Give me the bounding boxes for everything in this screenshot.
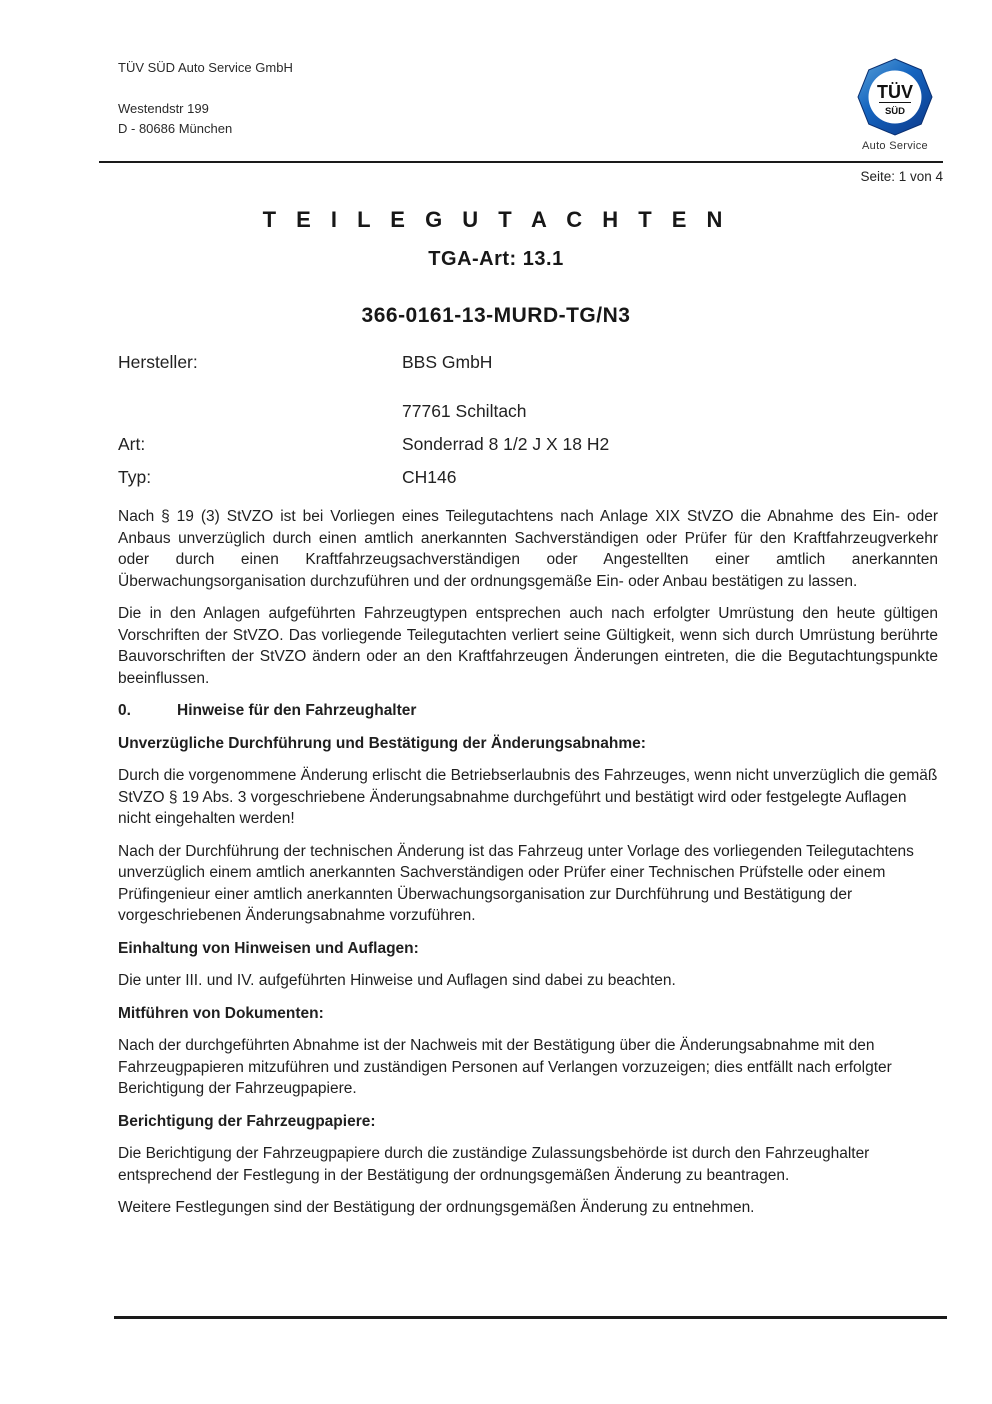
section-title: Hinweise für den Fahrzeughalter [177,702,417,719]
logo-caption: Auto Service [862,140,928,152]
address-city: D - 80686 München [118,121,233,136]
detail-row-art [118,434,938,454]
paragraph-stvzo-abnahme: Nach § 19 (3) StVZO ist bei Vorliegen eines Teilegutachtens nach Anlage XIX StVZO die Abnahme des Ein- oder Anbaus unverzüglich durch einen amtlich anerkannten Sachverständigen oder Prüfer für den Kraftfahrzeugverkehr oder durch einen Kraftfahrzeugsachverständigen oder Angestellten einer amtlich anerkannten Überwachungsorganisation durchzuführen und der ordnungsgemäße Ein- oder Anbau bestätigen zu lassen. [118,508,938,590]
logo-text-tuv: TÜV [877,82,913,102]
paragraph-gueltigkeit: Die in den Anlagen aufgeführten Fahrzeugtypen entsprechen auch nach erfolgter Umrüstung den heute gültigen Vorschriften der StVZO. Das vorliegende Teilegutachten verliert seine Gültigkeit, wenn sich durch Umrüstung berührte Bauvorschriften der StVZO ändern oder an den Kraftfahrzeugen Änderungen eintreten, die die Begutachtungspunkte beeinflussen. [118,605,938,687]
detail-row-ort [118,401,938,421]
logo-text-sued: SÜD [884,106,906,117]
detail-label: Typ: [118,467,152,487]
address-street: Westendstr 199 [118,101,209,116]
detail-label: Art: [118,434,146,454]
heading-unverzuegliche-durchfuehrung: Unverzügliche Durchführung und Bestätigung der Änderungsabnahme: [118,734,646,752]
detail-value: BBS GmbH [402,352,493,372]
document-body [118,506,938,1230]
document-subtitle: TGA-Art: 13.1 [428,248,564,270]
heading-berichtigung: Berichtigung der Fahrzeugpapiere: [118,1112,376,1130]
detail-value: Sonderrad 8 1/2 J X 18 H2 [402,434,610,454]
section-heading-hinweise [118,700,938,722]
paragraph-betriebserlaubnis: Durch die vorgenommene Änderung erlischt die Betriebserlaubnis des Fahrzeuges, wenn nicht unverzüglich die gemäß StVZO § 19 Abs. 3 vorgeschriebene Änderungsabnahme durchgeführt und bestätigt wird oder festgelegte Auflagen nicht eingehalten werden! [118,767,938,827]
detail-label: Hersteller: [118,352,198,372]
detail-value: CH146 [402,467,457,487]
footer-divider [114,1316,947,1319]
header-divider [99,161,943,163]
paragraph-vorfuehrung: Nach der Durchführung der technischen Änderung ist das Fahrzeug unter Vorlage des vorliegenden Teilegutachtens unverzüglich einem amtlich anerkannten Sachverständigen oder Prüfer einer Technischen Prüfstelle oder einem Prüfingenieur einer amtlich anerkannten Überwachungsorganisation zur Durchführung und Bestätigung der vorgeschriebenen Änderungsabnahme vorzuführen. [118,842,914,924]
document-title: T E I L E G U T A C H T E N [262,207,730,232]
detail-row-hersteller [118,352,938,372]
paragraph-weitere-festlegungen: Weitere Festlegungen sind der Bestätigung der ordnungsgemäßen Änderung zu entnehmen. [118,1199,755,1216]
detail-value: 77761 Schiltach [402,401,527,421]
details-table [118,352,938,500]
title-block [0,207,992,328]
detail-row-typ [118,467,938,487]
tuv-sud-octagon-icon [857,58,933,136]
page-indicator: Seite: 1 von 4 [860,169,943,184]
paragraph-zulassungsbehoerde: Die Berichtigung der Fahrzeugpapiere durch die zuständige Zulassungsbehörde ist durch den Fahrzeughalter entsprechend der Festlegung in der Bestätigung der ordnungsgemäßen Änderung zu beantragen. [118,1145,870,1184]
tuv-sud-logo [850,58,940,152]
company-name: TÜV SÜD Auto Service GmbH [118,60,293,75]
paragraph-nachweis: Nach der durchgeführten Abnahme ist der Nachweis mit der Bestätigung über die Änderungsabnahme mit den Fahrzeugpapieren mitzuführen und zuständigen Personen auf Verlangen vorzuzeigen; dies entfällt nach erfolgter Berichtigung der Fahrzeugpapiere. [118,1037,892,1097]
detail-label [118,401,402,421]
heading-einhaltung: Einhaltung von Hinweisen und Auflagen: [118,939,419,957]
paragraph-beachten: Die unter III. und IV. aufgeführten Hinweise und Auflagen sind dabei zu beachten. [118,972,676,989]
document-number: 366-0161-13-MURD-TG/N3 [361,304,631,327]
sender-address-block [118,60,293,139]
section-number: 0. [118,702,131,719]
heading-mitfuehren: Mitführen von Dokumenten: [118,1004,324,1022]
